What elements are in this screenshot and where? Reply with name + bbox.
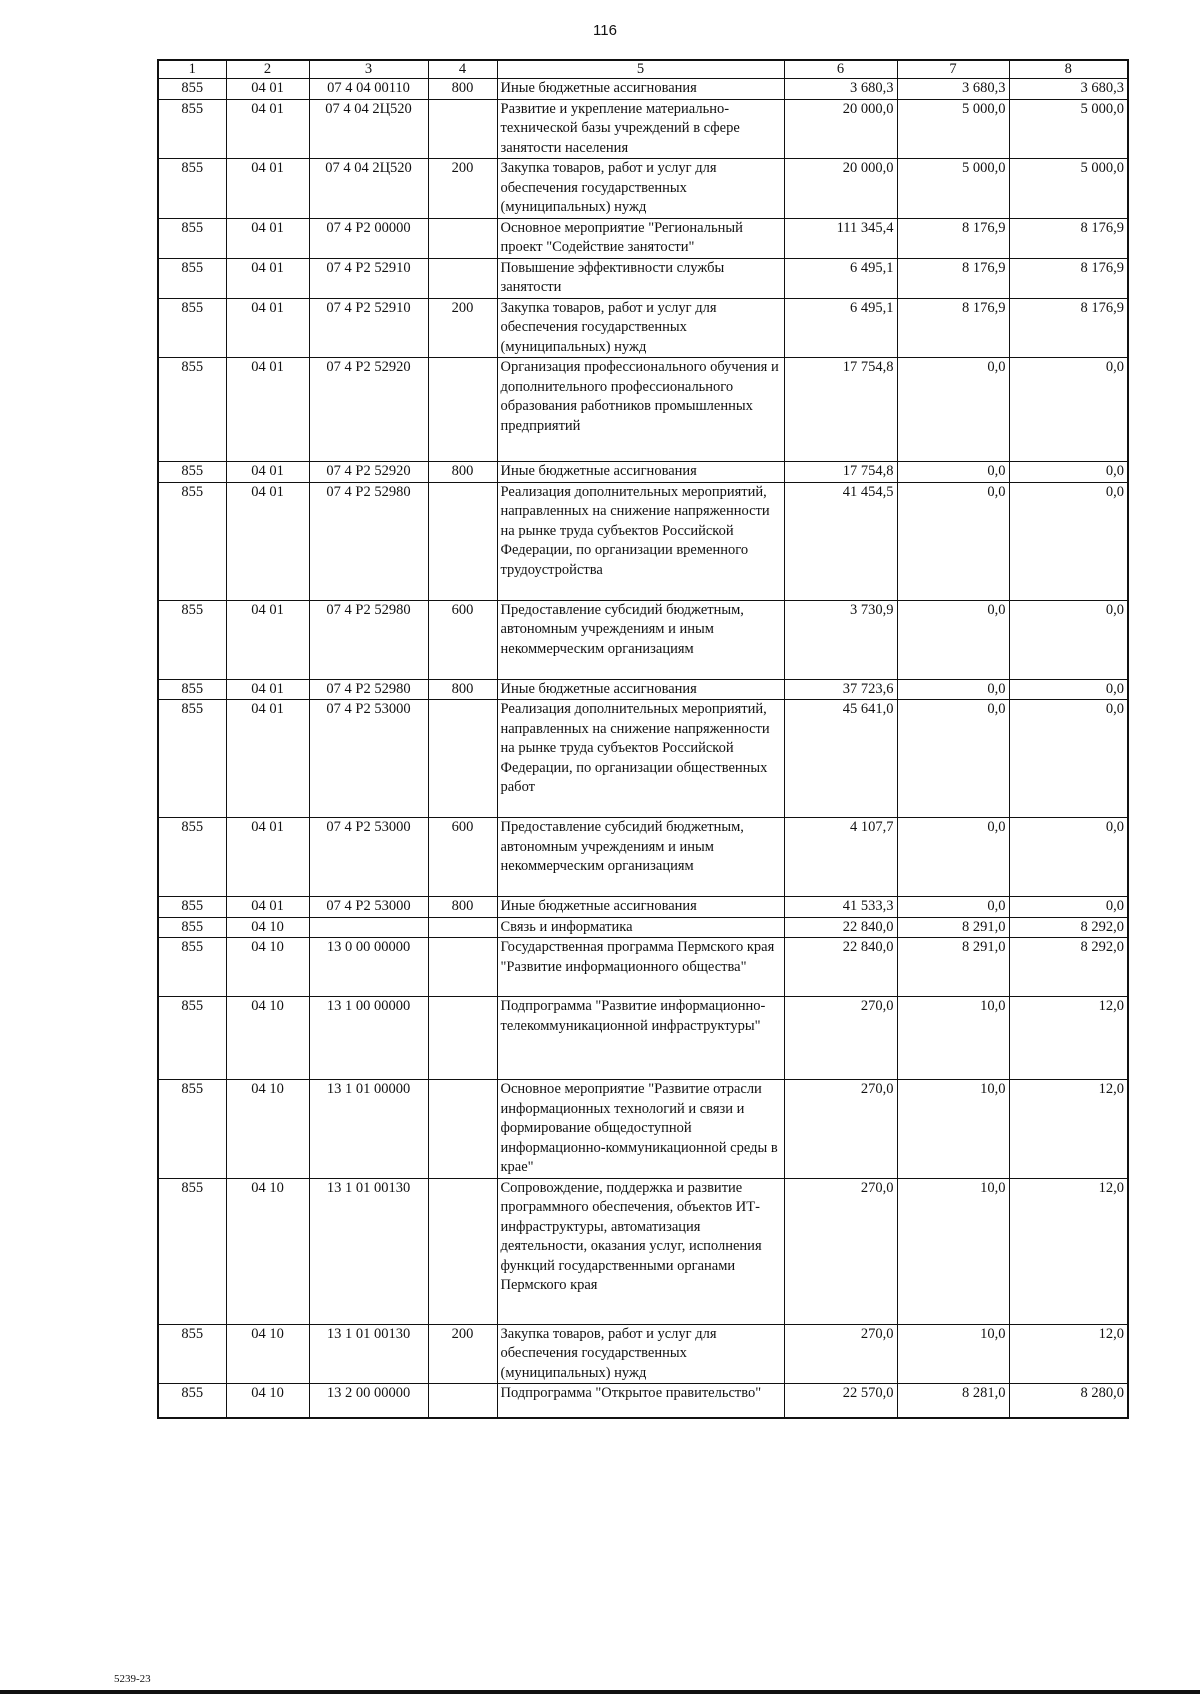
table-cell-amount-col8: 5 000,0	[1009, 159, 1128, 219]
column-header-3: 3	[309, 60, 428, 79]
table-cell-amount-col8: 8 292,0	[1009, 917, 1128, 938]
table-cell-section-code: 04 10	[226, 1384, 309, 1418]
table-cell-expense-type: 200	[428, 298, 497, 358]
table-cell-expense-type: 800	[428, 462, 497, 483]
table-row	[158, 258, 1128, 298]
table-cell-target-article: 13 1 01 00000	[309, 1080, 428, 1179]
table-cell-amount-col7: 0,0	[897, 679, 1009, 700]
table-cell-expense-type	[428, 99, 497, 159]
table-cell-amount-col6: 6 495,1	[784, 258, 897, 298]
table-cell-amount-col6: 22 840,0	[784, 917, 897, 938]
column-header-1: 1	[158, 60, 226, 79]
table-cell-amount-col7: 5 000,0	[897, 99, 1009, 159]
table-body	[158, 79, 1128, 1418]
table-cell-account-code: 855	[158, 1324, 226, 1384]
table-cell-item-name: Повышение эффективности службы занятости	[497, 258, 784, 298]
page-bottom-edge	[0, 1690, 1200, 1694]
table-row	[158, 159, 1128, 219]
table-cell-amount-col7: 8 291,0	[897, 917, 1009, 938]
table-cell-amount-col8: 8 280,0	[1009, 1384, 1128, 1418]
table-cell-item-name: Иные бюджетные ассигнования	[497, 79, 784, 100]
table-row	[158, 997, 1128, 1080]
table-cell-target-article: 07 4 P2 00000	[309, 218, 428, 258]
table-cell-account-code: 855	[158, 358, 226, 462]
table-cell-amount-col7: 10,0	[897, 997, 1009, 1080]
table-cell-account-code: 855	[158, 700, 226, 818]
table-cell-target-article: 07 4 P2 53000	[309, 897, 428, 918]
table-cell-account-code: 855	[158, 1178, 226, 1324]
table-cell-expense-type	[428, 1384, 497, 1418]
table-cell-section-code: 04 01	[226, 258, 309, 298]
table-cell-amount-col6: 4 107,7	[784, 818, 897, 897]
table-cell-item-name: Организация профессионального обучения и дополнительного профессионального образования работников промышленных предприятий	[497, 358, 784, 462]
table-cell-section-code: 04 10	[226, 1080, 309, 1179]
table-cell-section-code: 04 01	[226, 99, 309, 159]
table-cell-amount-col7: 0,0	[897, 600, 1009, 679]
table-cell-target-article: 13 2 00 00000	[309, 1384, 428, 1418]
table-cell-section-code: 04 01	[226, 358, 309, 462]
table-cell-amount-col6: 22 570,0	[784, 1384, 897, 1418]
table-cell-expense-type	[428, 218, 497, 258]
table-cell-account-code: 855	[158, 159, 226, 219]
table-cell-amount-col6: 20 000,0	[784, 99, 897, 159]
table-cell-amount-col7: 8 291,0	[897, 938, 1009, 997]
table-cell-expense-type: 800	[428, 897, 497, 918]
header-row	[158, 60, 1128, 79]
column-header-8: 8	[1009, 60, 1128, 79]
table-cell-section-code: 04 01	[226, 79, 309, 100]
table-cell-target-article: 13 1 00 00000	[309, 997, 428, 1080]
table-cell-amount-col7: 8 281,0	[897, 1384, 1009, 1418]
table-cell-account-code: 855	[158, 897, 226, 918]
table-cell-amount-col7: 0,0	[897, 818, 1009, 897]
table-cell-item-name: Иные бюджетные ассигнования	[497, 462, 784, 483]
table-cell-expense-type	[428, 938, 497, 997]
table-cell-amount-col6: 111 345,4	[784, 218, 897, 258]
table-cell-item-name: Государственная программа Пермского края "Развитие информационного общества"	[497, 938, 784, 997]
table-cell-expense-type: 800	[428, 679, 497, 700]
table-cell-item-name: Закупка товаров, работ и услуг для обеспечения государственных (муниципальных) нужд	[497, 1324, 784, 1384]
table-cell-account-code: 855	[158, 218, 226, 258]
table-cell-section-code: 04 01	[226, 159, 309, 219]
table-cell-item-name: Основное мероприятие "Развитие отрасли информационных технологий и связи и формирование общедоступной информационно-коммуникационной среды в крае"	[497, 1080, 784, 1179]
table-cell-account-code: 855	[158, 679, 226, 700]
table-cell-amount-col6: 270,0	[784, 997, 897, 1080]
table-row	[158, 79, 1128, 100]
table-row	[158, 218, 1128, 258]
table-cell-amount-col6: 45 641,0	[784, 700, 897, 818]
table-cell-expense-type: 600	[428, 818, 497, 897]
table-cell-target-article: 07 4 P2 52980	[309, 482, 428, 600]
column-header-7: 7	[897, 60, 1009, 79]
table-cell-amount-col8: 5 000,0	[1009, 99, 1128, 159]
table-cell-section-code: 04 01	[226, 818, 309, 897]
table-cell-item-name: Предоставление субсидий бюджетным, автономным учреждениям и иным некоммерческим организациям	[497, 600, 784, 679]
table-cell-section-code: 04 01	[226, 700, 309, 818]
table-cell-expense-type	[428, 482, 497, 600]
table-cell-amount-col6: 41 454,5	[784, 482, 897, 600]
table-cell-account-code: 855	[158, 258, 226, 298]
table-cell-target-article: 07 4 P2 52920	[309, 358, 428, 462]
table-cell-amount-col7: 0,0	[897, 897, 1009, 918]
table-cell-item-name: Подпрограмма "Развитие информационно-телекоммуникационной инфраструктуры"	[497, 997, 784, 1080]
table-cell-expense-type	[428, 1080, 497, 1179]
table-header	[158, 60, 1128, 79]
table-cell-amount-col8: 0,0	[1009, 679, 1128, 700]
table-row	[158, 938, 1128, 997]
table-cell-item-name: Сопровождение, поддержка и развитие программного обеспечения, объектов ИТ-инфраструктуры, автоматизация деятельности, оказания услуг, исполнения функций государственными органами Пермского края	[497, 1178, 784, 1324]
budget-table	[157, 59, 1129, 1419]
table-cell-section-code: 04 10	[226, 997, 309, 1080]
table-row	[158, 462, 1128, 483]
table-cell-section-code: 04 01	[226, 600, 309, 679]
table-cell-account-code: 855	[158, 462, 226, 483]
table-cell-section-code: 04 10	[226, 1178, 309, 1324]
table-cell-expense-type	[428, 917, 497, 938]
table-row	[158, 679, 1128, 700]
table-cell-target-article: 13 0 00 00000	[309, 938, 428, 997]
table-cell-account-code: 855	[158, 938, 226, 997]
table-cell-target-article: 07 4 P2 52910	[309, 258, 428, 298]
table-cell-amount-col7: 8 176,9	[897, 298, 1009, 358]
table-cell-amount-col8: 0,0	[1009, 818, 1128, 897]
table-cell-account-code: 855	[158, 99, 226, 159]
table-cell-section-code: 04 01	[226, 218, 309, 258]
table-cell-amount-col8: 3 680,3	[1009, 79, 1128, 100]
table-cell-amount-col7: 3 680,3	[897, 79, 1009, 100]
table-cell-item-name: Иные бюджетные ассигнования	[497, 897, 784, 918]
page-number: 116	[593, 22, 617, 39]
table-cell-target-article: 07 4 04 2Ц520	[309, 159, 428, 219]
table-cell-amount-col7: 5 000,0	[897, 159, 1009, 219]
column-header-6: 6	[784, 60, 897, 79]
table-cell-account-code: 855	[158, 298, 226, 358]
table-cell-amount-col6: 3 730,9	[784, 600, 897, 679]
table-row	[158, 99, 1128, 159]
table-cell-amount-col7: 10,0	[897, 1324, 1009, 1384]
table-cell-amount-col8: 0,0	[1009, 897, 1128, 918]
table-cell-target-article: 07 4 P2 52980	[309, 679, 428, 700]
table-cell-target-article: 07 4 04 00110	[309, 79, 428, 100]
table-cell-target-article: 07 4 P2 53000	[309, 700, 428, 818]
column-header-2: 2	[226, 60, 309, 79]
table-cell-amount-col6: 22 840,0	[784, 938, 897, 997]
table-cell-amount-col8: 8 292,0	[1009, 938, 1128, 997]
table-cell-item-name: Предоставление субсидий бюджетным, автономным учреждениям и иным некоммерческим организациям	[497, 818, 784, 897]
table-cell-expense-type	[428, 700, 497, 818]
table-cell-item-name: Связь и информатика	[497, 917, 784, 938]
table-cell-amount-col7: 0,0	[897, 482, 1009, 600]
table-cell-expense-type	[428, 1178, 497, 1324]
table-cell-account-code: 855	[158, 482, 226, 600]
table-cell-account-code: 855	[158, 1384, 226, 1418]
table-cell-amount-col6: 3 680,3	[784, 79, 897, 100]
table-cell-expense-type	[428, 997, 497, 1080]
table-cell-amount-col6: 41 533,3	[784, 897, 897, 918]
table-row	[158, 1384, 1128, 1418]
table-cell-account-code: 855	[158, 600, 226, 679]
table-cell-amount-col7: 10,0	[897, 1080, 1009, 1179]
table-row	[158, 1178, 1128, 1324]
table-cell-amount-col7: 8 176,9	[897, 258, 1009, 298]
table-cell-target-article: 13 1 01 00130	[309, 1324, 428, 1384]
table-cell-expense-type: 800	[428, 79, 497, 100]
table-row	[158, 600, 1128, 679]
table-cell-item-name: Подпрограмма "Открытое правительство"	[497, 1384, 784, 1418]
table-cell-expense-type: 600	[428, 600, 497, 679]
table-cell-expense-type: 200	[428, 159, 497, 219]
table-cell-amount-col8: 0,0	[1009, 600, 1128, 679]
table-cell-section-code: 04 01	[226, 897, 309, 918]
table-cell-target-article: 07 4 P2 52910	[309, 298, 428, 358]
table-cell-amount-col6: 37 723,6	[784, 679, 897, 700]
table-cell-section-code: 04 10	[226, 1324, 309, 1384]
table-cell-item-name: Иные бюджетные ассигнования	[497, 679, 784, 700]
document-code: 5239-23	[114, 1673, 151, 1685]
table-cell-amount-col8: 0,0	[1009, 462, 1128, 483]
table-cell-target-article: 13 1 01 00130	[309, 1178, 428, 1324]
column-header-5: 5	[497, 60, 784, 79]
table-cell-item-name: Реализация дополнительных мероприятий, направленных на снижение напряженности на рынке труда субъектов Российской Федерации, по организации общественных работ	[497, 700, 784, 818]
table-cell-item-name: Закупка товаров, работ и услуг для обеспечения государственных (муниципальных) нужд	[497, 159, 784, 219]
table-cell-amount-col8: 0,0	[1009, 482, 1128, 600]
table-cell-amount-col7: 8 176,9	[897, 218, 1009, 258]
table-cell-section-code: 04 01	[226, 298, 309, 358]
table-cell-amount-col8: 12,0	[1009, 997, 1128, 1080]
table-cell-amount-col8: 8 176,9	[1009, 218, 1128, 258]
table-cell-section-code: 04 01	[226, 482, 309, 600]
table-cell-section-code: 04 01	[226, 679, 309, 700]
table-cell-section-code: 04 10	[226, 917, 309, 938]
table-cell-amount-col6: 17 754,8	[784, 358, 897, 462]
table-cell-expense-type	[428, 358, 497, 462]
table-cell-amount-col7: 0,0	[897, 358, 1009, 462]
table-cell-amount-col6: 17 754,8	[784, 462, 897, 483]
table-cell-item-name: Развитие и укрепление материально-технической базы учреждений в сфере занятости населения	[497, 99, 784, 159]
table-cell-account-code: 855	[158, 997, 226, 1080]
table-row	[158, 1324, 1128, 1384]
table-row	[158, 482, 1128, 600]
table-cell-target-article: 07 4 P2 52920	[309, 462, 428, 483]
table-cell-amount-col7: 0,0	[897, 700, 1009, 818]
table-cell-target-article: 07 4 04 2Ц520	[309, 99, 428, 159]
table-cell-target-article: 07 4 P2 53000	[309, 818, 428, 897]
table-cell-section-code: 04 01	[226, 462, 309, 483]
table-cell-amount-col7: 10,0	[897, 1178, 1009, 1324]
table-cell-target-article	[309, 917, 428, 938]
table-cell-amount-col6: 6 495,1	[784, 298, 897, 358]
table-cell-amount-col8: 12,0	[1009, 1178, 1128, 1324]
table-cell-expense-type: 200	[428, 1324, 497, 1384]
table-cell-amount-col7: 0,0	[897, 462, 1009, 483]
table-cell-amount-col8: 0,0	[1009, 700, 1128, 818]
table-cell-account-code: 855	[158, 1080, 226, 1179]
table-cell-item-name: Основное мероприятие "Региональный проект "Содействие занятости"	[497, 218, 784, 258]
table-row	[158, 700, 1128, 818]
table-row	[158, 818, 1128, 897]
table-cell-amount-col6: 270,0	[784, 1178, 897, 1324]
table-cell-item-name: Закупка товаров, работ и услуг для обеспечения государственных (муниципальных) нужд	[497, 298, 784, 358]
table-row	[158, 298, 1128, 358]
table-cell-amount-col8: 8 176,9	[1009, 258, 1128, 298]
table-cell-amount-col6: 20 000,0	[784, 159, 897, 219]
table-cell-section-code: 04 10	[226, 938, 309, 997]
table-cell-target-article: 07 4 P2 52980	[309, 600, 428, 679]
column-header-4: 4	[428, 60, 497, 79]
table-cell-account-code: 855	[158, 818, 226, 897]
table-cell-account-code: 855	[158, 79, 226, 100]
table-row	[158, 358, 1128, 462]
table-cell-amount-col8: 8 176,9	[1009, 298, 1128, 358]
table-cell-expense-type	[428, 258, 497, 298]
table-cell-item-name: Реализация дополнительных мероприятий, направленных на снижение напряженности на рынке труда субъектов Российской Федерации, по организации временного трудоустройства	[497, 482, 784, 600]
table-cell-amount-col8: 0,0	[1009, 358, 1128, 462]
table-row	[158, 917, 1128, 938]
table-cell-amount-col6: 270,0	[784, 1324, 897, 1384]
table-cell-amount-col6: 270,0	[784, 1080, 897, 1179]
table-cell-amount-col8: 12,0	[1009, 1080, 1128, 1179]
table-row	[158, 1080, 1128, 1179]
table-cell-account-code: 855	[158, 917, 226, 938]
table-cell-amount-col8: 12,0	[1009, 1324, 1128, 1384]
table-row	[158, 897, 1128, 918]
